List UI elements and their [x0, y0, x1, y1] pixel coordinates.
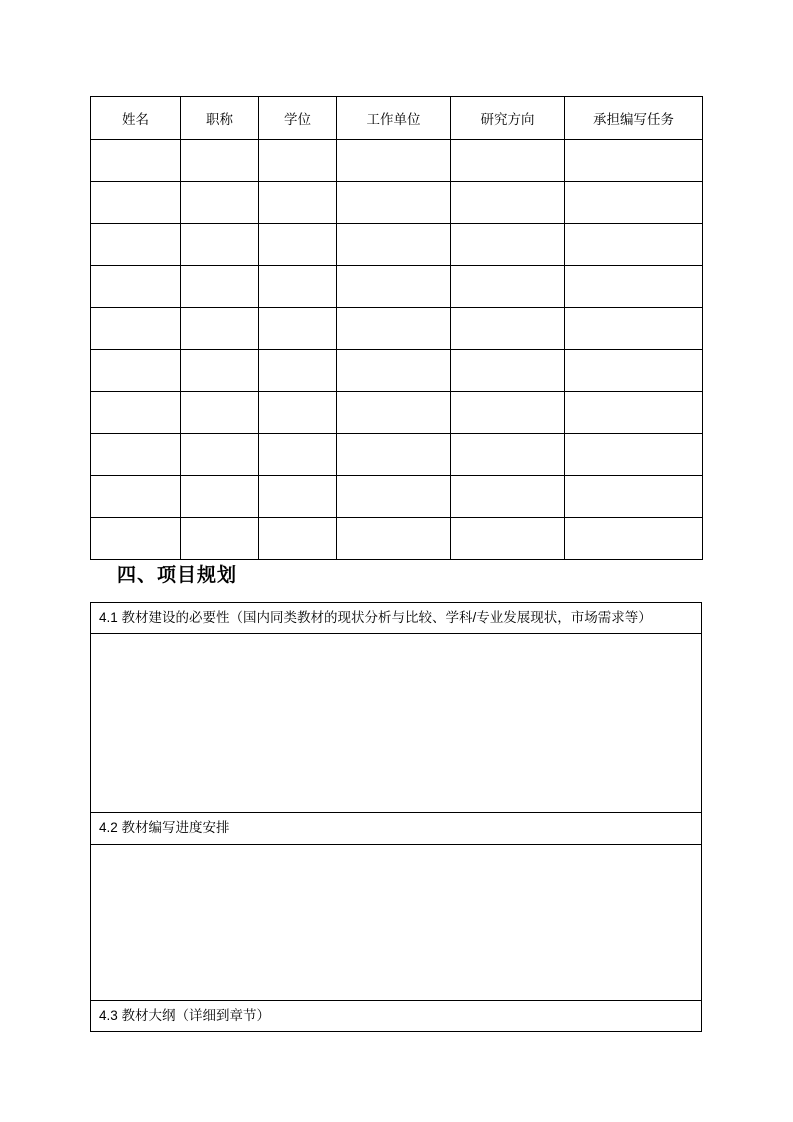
cell-degree[interactable]	[259, 308, 337, 350]
cell-name[interactable]	[91, 182, 181, 224]
cell-writing-task[interactable]	[565, 518, 703, 560]
cell-writing-task[interactable]	[565, 224, 703, 266]
cell-title[interactable]	[181, 434, 259, 476]
table-row	[91, 350, 703, 392]
label-outline: 4.3 教材大纲（详细到章节）	[91, 1000, 702, 1031]
cell-title[interactable]	[181, 224, 259, 266]
cell-writing-task[interactable]	[565, 434, 703, 476]
column-header-writing-task: 承担编写任务	[565, 97, 703, 140]
cell-research-field[interactable]	[451, 476, 565, 518]
plan-row-4-3-label	[91, 1000, 702, 1031]
label-necessity: 4.1 教材建设的必要性（国内同类教材的现状分析与比较、学科/专业发展现状，市场需求等）	[91, 603, 702, 634]
cell-research-field[interactable]	[451, 182, 565, 224]
cell-writing-task[interactable]	[565, 350, 703, 392]
cell-work-unit[interactable]	[337, 434, 451, 476]
table-header-row	[91, 97, 703, 140]
cell-work-unit[interactable]	[337, 476, 451, 518]
member-table	[90, 96, 703, 560]
cell-title[interactable]	[181, 518, 259, 560]
label-schedule: 4.2 教材编写进度安排	[91, 813, 702, 844]
section-heading-project-plan: 四、项目规划	[117, 565, 238, 586]
cell-name[interactable]	[91, 224, 181, 266]
cell-work-unit[interactable]	[337, 308, 451, 350]
plan-row-4-1-content	[91, 634, 702, 813]
table-row	[91, 140, 703, 182]
cell-research-field[interactable]	[451, 308, 565, 350]
cell-research-field[interactable]	[451, 266, 565, 308]
cell-degree[interactable]	[259, 392, 337, 434]
cell-title[interactable]	[181, 350, 259, 392]
cell-writing-task[interactable]	[565, 308, 703, 350]
table-row	[91, 266, 703, 308]
cell-degree[interactable]	[259, 140, 337, 182]
table-row	[91, 392, 703, 434]
member-table-header	[91, 97, 703, 140]
table-row	[91, 476, 703, 518]
cell-research-field[interactable]	[451, 392, 565, 434]
cell-writing-task[interactable]	[565, 266, 703, 308]
cell-name[interactable]	[91, 476, 181, 518]
cell-title[interactable]	[181, 308, 259, 350]
cell-work-unit[interactable]	[337, 182, 451, 224]
cell-title[interactable]	[181, 392, 259, 434]
table-row	[91, 518, 703, 560]
table-row	[91, 308, 703, 350]
input-schedule[interactable]	[91, 844, 702, 1000]
column-header-degree: 学位	[259, 97, 337, 140]
cell-title[interactable]	[181, 182, 259, 224]
cell-name[interactable]	[91, 350, 181, 392]
cell-research-field[interactable]	[451, 224, 565, 266]
table-row	[91, 182, 703, 224]
member-table-container	[90, 96, 702, 560]
table-row	[91, 224, 703, 266]
plan-row-4-1-label	[91, 603, 702, 634]
cell-degree[interactable]	[259, 350, 337, 392]
cell-writing-task[interactable]	[565, 392, 703, 434]
column-header-work-unit: 工作单位	[337, 97, 451, 140]
cell-degree[interactable]	[259, 224, 337, 266]
cell-name[interactable]	[91, 140, 181, 182]
cell-work-unit[interactable]	[337, 518, 451, 560]
cell-degree[interactable]	[259, 266, 337, 308]
cell-work-unit[interactable]	[337, 140, 451, 182]
cell-work-unit[interactable]	[337, 350, 451, 392]
cell-writing-task[interactable]	[565, 182, 703, 224]
cell-name[interactable]	[91, 308, 181, 350]
cell-title[interactable]	[181, 266, 259, 308]
plan-table-container	[90, 602, 702, 1032]
cell-name[interactable]	[91, 392, 181, 434]
cell-name[interactable]	[91, 518, 181, 560]
cell-degree[interactable]	[259, 518, 337, 560]
column-header-name: 姓名	[91, 97, 181, 140]
cell-research-field[interactable]	[451, 140, 565, 182]
cell-work-unit[interactable]	[337, 266, 451, 308]
cell-research-field[interactable]	[451, 350, 565, 392]
cell-title[interactable]	[181, 140, 259, 182]
plan-table	[90, 602, 702, 1032]
input-necessity[interactable]	[91, 634, 702, 813]
cell-research-field[interactable]	[451, 518, 565, 560]
cell-writing-task[interactable]	[565, 476, 703, 518]
column-header-title: 职称	[181, 97, 259, 140]
cell-name[interactable]	[91, 434, 181, 476]
cell-degree[interactable]	[259, 476, 337, 518]
member-table-body	[91, 140, 703, 560]
cell-degree[interactable]	[259, 182, 337, 224]
cell-title[interactable]	[181, 476, 259, 518]
cell-work-unit[interactable]	[337, 224, 451, 266]
table-row	[91, 434, 703, 476]
cell-writing-task[interactable]	[565, 140, 703, 182]
cell-name[interactable]	[91, 266, 181, 308]
column-header-research-field: 研究方向	[451, 97, 565, 140]
cell-degree[interactable]	[259, 434, 337, 476]
cell-work-unit[interactable]	[337, 392, 451, 434]
plan-row-4-2-content	[91, 844, 702, 1000]
plan-row-4-2-label	[91, 813, 702, 844]
cell-research-field[interactable]	[451, 434, 565, 476]
